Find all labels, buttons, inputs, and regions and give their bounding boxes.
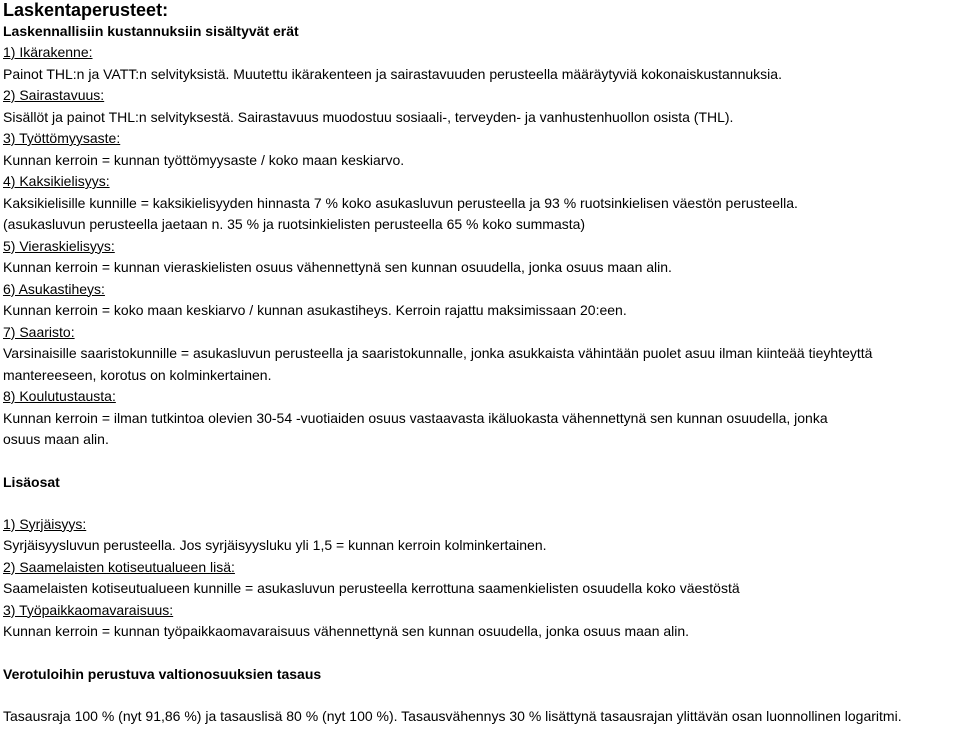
tasaus-section <box>3 664 957 728</box>
criterion-text: Kaksikielisille kunnille = kaksikielisyyden hinnasta 7 % koko asukasluvun perusteella ja 93 % ruotsinkielisen väestön perusteella. <box>3 194 798 211</box>
lisaosat-title: Lisäosat <box>3 473 60 490</box>
criterion-koulutustausta <box>3 386 957 451</box>
criterion-heading: 7) Saaristo: <box>3 323 75 340</box>
criterion-heading: 3) Työttömyysaste: <box>3 130 121 146</box>
criterion-text: Kunnan kerroin = kunnan vieraskielisten osuus vähennettynä sen kunnan osuudella, jonka osuus maan alin. <box>3 259 672 275</box>
lisaosa-text: Saamelaisten kotiseutualueen kunnille = asukasluvun perusteella kerrottuna saamenkielisten osuudella koko väestöstä <box>3 580 740 596</box>
spacer <box>3 685 957 706</box>
page-subtitle: Laskennallisiin kustannuksiin sisältyvät erät <box>3 23 299 39</box>
criterion-text: Painot THL:n ja VATT:n selvityksistä. Muutettu ikärakenteen ja sairastavuuden perusteella määräytyviä kokonaiskustannuksia. <box>3 65 782 82</box>
lisaosa-text: Syrjäisyysluvun perusteella. Jos syrjäisyysluku yli 1,5 = kunnan kerroin kolminkertainen. <box>3 537 547 553</box>
criterion-kaksikielisyys <box>3 171 957 236</box>
criterion-saaristo <box>3 322 957 387</box>
spacer <box>3 643 957 664</box>
criterion-heading: 8) Koulutustausta: <box>3 388 116 404</box>
spacer <box>3 493 957 514</box>
lisaosa-heading: 3) Työpaikkaomavaraisuus: <box>3 601 174 618</box>
lisaosa-syrjaisyys <box>3 514 957 557</box>
criterion-ikarakenne <box>3 42 957 85</box>
lisaosa-heading: 1) Syrjäisyys: <box>3 515 87 532</box>
criterion-text: Varsinaisille saaristokunnille = asukasluvun perusteella ja saaristokunnalle, jonka asukkaista vähintään puolet asuu ilman kiinteää tieyhteyttä <box>3 345 873 361</box>
criterion-heading: 2) Sairastavuus: <box>3 87 105 103</box>
criterion-text: mantereeseen, korotus on kolminkertainen. <box>3 366 272 383</box>
tasaus-text: Tasausraja 100 % (nyt 91,86 %) ja tasauslisä 80 % (nyt 100 %). Tasausvähennys 30 % lisättynä tasausrajan ylittävän osan luonnollinen logaritmi. <box>3 707 902 724</box>
criteria-list <box>3 42 957 451</box>
document-page <box>3 0 957 727</box>
spacer <box>3 451 957 472</box>
criterion-sairastavuus <box>3 85 957 128</box>
page-title: Laskentaperusteet: <box>3 0 169 20</box>
criterion-text: Kunnan kerroin = kunnan työttömyysaste / koko maan keskiarvo. <box>3 151 405 168</box>
lisaosa-text: Kunnan kerroin = kunnan työpaikkaomavaraisuus vähennettynä sen kunnan osuudella, jonka osuus maan alin. <box>3 623 690 639</box>
criterion-vieraskielisyys <box>3 236 957 279</box>
criterion-heading: 6) Asukastiheys: <box>3 280 105 297</box>
criterion-heading: 4) Kaksikielisyys: <box>3 173 110 189</box>
lisaosat-section <box>3 472 957 643</box>
lisaosa-saamelaiset <box>3 557 957 600</box>
criterion-asukastiheys <box>3 279 957 322</box>
tasaus-title: Verotuloihin perustuva valtionosuuksien tasaus <box>3 665 322 682</box>
criterion-text: Kunnan kerroin = koko maan keskiarvo / kunnan asukastiheys. Kerroin rajattu maksimissaan 20:een. <box>3 302 627 318</box>
criterion-heading: 5) Vieraskielisyys: <box>3 237 115 254</box>
criterion-text: Kunnan kerroin = ilman tutkintoa olevien 30-54 -vuotiaiden osuus vastaavasta ikäluokasta vähennettynä sen kunnan osuudella, jonka <box>3 409 828 426</box>
lisaosa-heading: 2) Saamelaisten kotiseutualueen lisä: <box>3 558 235 575</box>
criterion-heading: 1) Ikärakenne: <box>3 44 93 60</box>
criterion-tyottomyysaste <box>3 128 957 171</box>
criterion-text: osuus maan alin. <box>3 431 109 447</box>
criterion-text: Sisällöt ja painot THL:n selvityksestä. Sairastavuus muodostuu sosiaali-, terveyden- ja vanhustenhuollon osista (THL). <box>3 108 734 125</box>
criterion-text: (asukasluvun perusteella jaetaan n. 35 % ja ruotsinkielisten perusteella 65 % koko summasta) <box>3 216 586 232</box>
lisaosa-tyopaikkaomavaraisuus <box>3 600 957 643</box>
